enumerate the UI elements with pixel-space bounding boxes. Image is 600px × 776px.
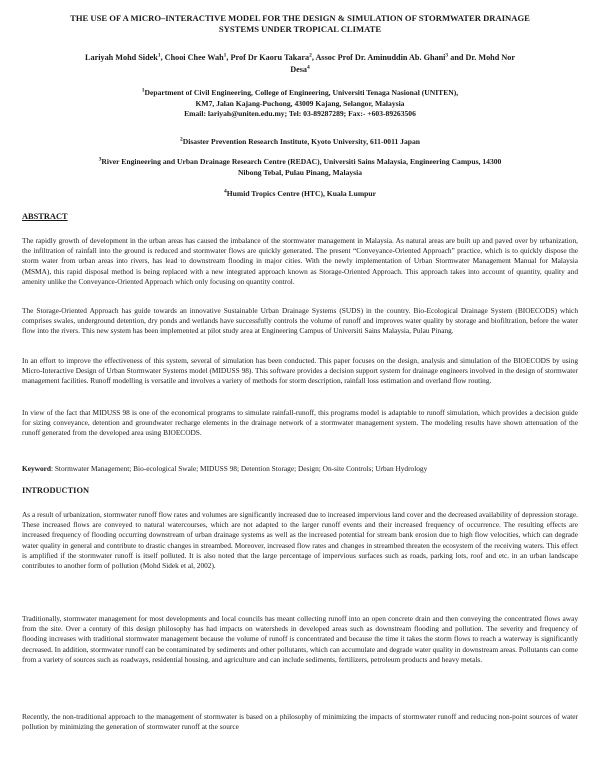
aff1-sup: 1	[141, 87, 145, 94]
abstract-paragraph-4: In view of the fact that MIDUSS 98 is one of the economical programs to simulate rainfall-runoff, this programs model is adaptable to runoff simulation, which provides a decision guide for sizing conveyance, detention and groundwater recharge elements in the drainage network of a stormwater management system. The modeling results have shown attenuation of the runoff generated from the developed area using BIOECODS.	[22, 408, 578, 438]
title-line-1: THE USE OF A MICRO–INTERACTIVE MODEL FOR THE DESIGN & SIMULATION OF STORMWATER DRAINAGE	[70, 13, 530, 23]
affiliation-2	[30, 137, 570, 148]
aff3-line-1: River Engineering and Urban Drainage Research Centre (REDAC), Universiti Sains Malaysia, Engineering Campus, 14300	[101, 157, 502, 166]
aff2-sup: 2	[179, 136, 183, 143]
author-3-sup: 2	[309, 52, 312, 59]
author-5-sup: 4	[307, 63, 310, 70]
introduction-paragraph-1: As a result of urbanization, stormwater runoff flow rates and volumes are significantly increased due to increased impervious land cover and the decreased availability of depression storage. These increased flows are conveyed to natural watercourses, which are not adapted to the larger runoff events and their increased frequency of occurrence. The resulting effects are increased frequency of flooding occurring downstream of urban drainage systems as well as the increased potential for stream bank erosion due to high flow velocities, which can degrade water quality in general and contribute to drastic changes in streambed. Moreover, increased flow rates and changes in streambed threaten the ecosystem of the receiving waters. This effect is amplified if the stormwater runoff is itself polluted. It is also noted that the large percentage of impervious surfaces such as roads, parking lots, roof and etc. in an urban landscape contributes to another form of pollution (Mohd Sidek et al, 2002).	[22, 510, 578, 571]
aff2-line-1: Disaster Prevention Research Institute, Kyoto University, 611-0011 Japan	[182, 137, 421, 146]
abstract-paragraph-2: The Storage-Oriented Approach has guide towards an innovative Sustainable Urban Drainage Systems (SUDS) in the country. Bio-Ecological Drainage System (BIOECODS) which comprises swales, underground detention, dry ponds and wetlands have successfully controls the volume of runoff and improves water quality by storage and biofiltration, before the water flow into the rivers. This new system has been implemented at pilot study area at Engineering Campus of Universiti Sains Malaysia, Pulau Pinang.	[22, 306, 578, 336]
introduction-paragraph-2: Traditionally, stormwater management for most developments and local councils has meant collecting runoff into an open concrete drain and then conveying the concentrated flows away from the site. Over a century of this design philosophy has had impacts on watersheds in developed areas such as downstream flooding and pollution. The severity and frequency of flooding increases with traditional stormwater management because the volume of runoff is concentrated and because the time it takes the storm flows to reach a waterway is significantly decreased. In addition, stormwater runoff can be contaminated by sediments and other pollutants, which can accumulate and degrade water quality in downstream areas. Pollutants can come from a variety of sources such as roadways, residential housing, and agriculture and can include sediments, fertilizers, petroleum products and heavy metals.	[22, 614, 578, 664]
aff1-line-3: Email: lariyah@uniten.edu.my; Tel: 03-89287289; Fax:- +603-89263506	[184, 109, 416, 118]
aff4-line-1: Humid Tropics Centre (HTC), Kuala Lumpur	[226, 189, 376, 198]
introduction-paragraph-3: Recently, the non-traditional approach to the management of stormwater is based on a philosophy of minimizing the impacts of stormwater runoff and reducing non-point sources of water pollution by minimizing the generation of stormwater runoff at the source	[22, 712, 578, 732]
author-2: , Chooi Chee Wah	[160, 53, 224, 62]
aff3-line-2: Nibong Tebal, Pulau Pinang, Malaysia	[237, 167, 363, 177]
affiliation-1	[30, 88, 570, 120]
keyword-text: : Stormwater Management; Bio-ecological Swale; MIDUSS 98; Detention Storage; Design; On-site Controls; Urban Hydrology	[50, 464, 428, 473]
author-4-sup: 3	[445, 52, 449, 59]
author-1-sup: 1	[157, 52, 161, 59]
affiliation-4	[30, 189, 570, 200]
author-5: and Dr. Mohd Nor	[448, 53, 515, 62]
abstract-paragraph-3: In an effort to improve the effectiveness of this system, several of simulation has been conducted. This paper focuses on the design, analysis and simulation of the BIOECODS by using Micro-Interactive Design of Urban Stormwater Systems model (MIDUSS 98). This software provides a decision support system for drainage engineers involved in the design of stormwater management facilities. Runoff modelling is versatile and involves a variety of methods for storm description, rainfall loss estimation and overland flow routing.	[22, 356, 578, 386]
keywords	[22, 464, 578, 474]
author-2-sup: 1	[223, 52, 227, 59]
abstract-heading: ABSTRACT	[22, 212, 68, 221]
author-1: Lariyah Mohd Sidek	[85, 53, 158, 62]
author-5-cont: Desa	[290, 64, 308, 74]
aff1-line-1: Department of Civil Engineering, College of Engineering, Universiti Tenaga Nasional (UNITEN),	[144, 88, 459, 97]
abstract-paragraph-1: The rapidly growth of development in the urban areas has caused the imbalance of the stormwater management in Malaysia. As natural areas are built up and paved over by urbanization, the infiltration of rainfall into the ground is reduced and stormwater flows are quickly generated. The present “Conveyance-Oriented Approach” practice, which is to quickly dispose the storm water from urban areas into rivers, has lead to downstream flooding in major cities. With the newly implementation of Urban Stormwater Management Manual for Malaysia (MSMA), this rapid disposal method is being replaced with a new integrated approach known as Storage-Oriented Approach. This approach takes into account of quantity, quality and amenity unlike the Conveyance-Oriented Approach which only focusing on quantity control.	[22, 236, 578, 286]
affiliation-3	[30, 157, 570, 178]
author-4: , Assoc Prof Dr. Aminuddin Ab. Ghani	[311, 53, 446, 62]
aff3-sup: 3	[98, 156, 102, 163]
author-list	[30, 52, 570, 75]
introduction-heading: INTRODUCTION	[22, 486, 90, 495]
aff4-sup: 4	[224, 188, 227, 195]
aff1-line-2: KM7, Jalan Kajang-Puchong, 43009 Kajang, Selangor, Malaysia	[195, 98, 405, 108]
title-line-2: SYSTEMS UNDER TROPICAL CLIMATE	[218, 24, 382, 34]
author-3: , Prof Dr Kaoru Takara	[226, 53, 310, 62]
paper-title	[30, 13, 570, 35]
keyword-label: Keyword	[22, 464, 51, 473]
